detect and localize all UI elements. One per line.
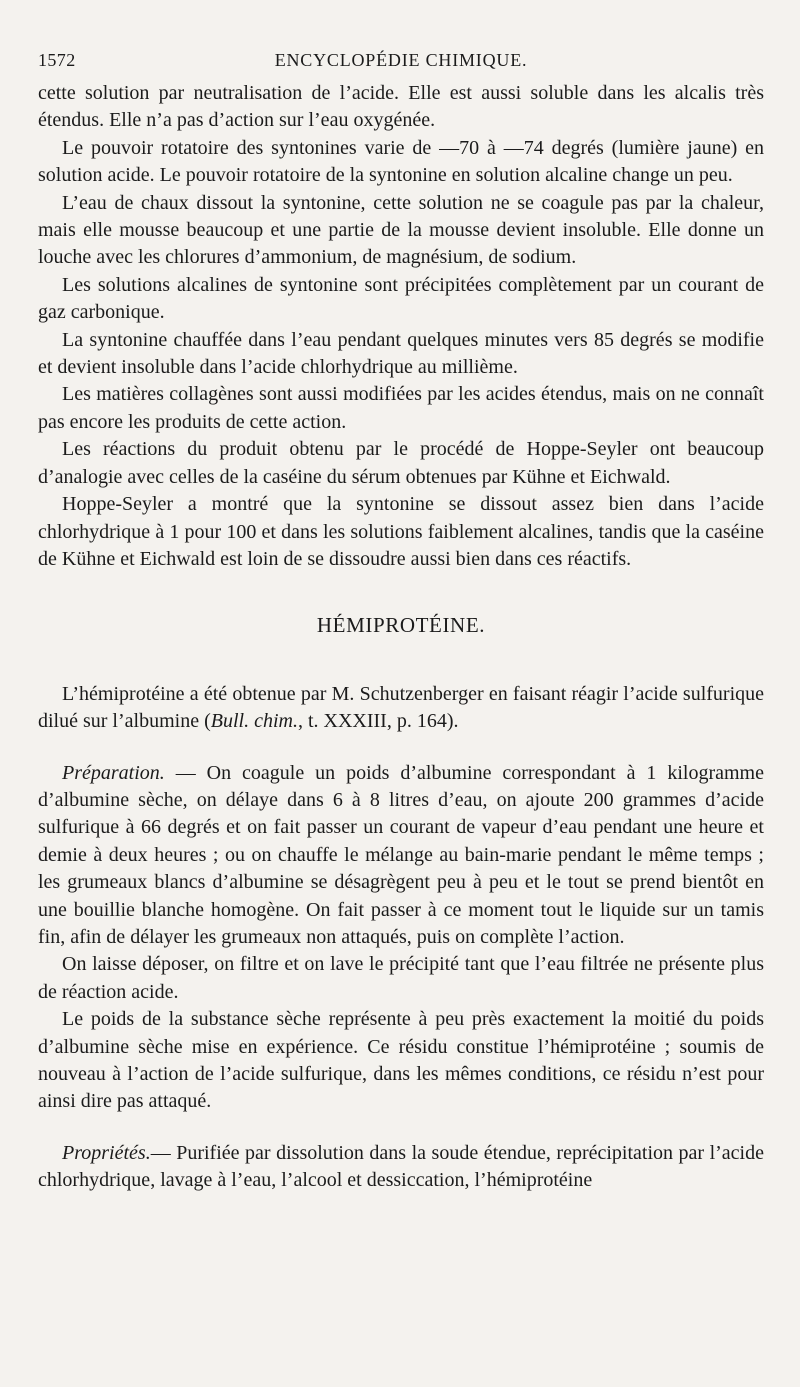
paragraph-continued: cette solution par neutralisation de l’acide. Elle est aussi soluble dans les alcalis très étendus. Elle n’a pas d’action sur l’eau oxygénée. [38, 82, 764, 132]
intro-text-before: L’hémiprotéine a été obtenue par M. Schutzenberger en faisant réagir l’acide sulfurique dilué sur l’albumine ( [38, 682, 764, 733]
section-title: HÉMIPROTÉINE. [316, 613, 486, 638]
preparation-paragraph [38, 760, 764, 952]
paragraph: Hoppe-Seyler a montré que la syntonine se dissout assez bien dans l’acide chlorhydrique à 1 pour 100 et dans les solutions faiblement alcalines, tandis que la caséine de Kühne et Eichwald est loin de se dissoudre aussi bien dans ces réactifs. [38, 493, 764, 570]
paragraph: Les réactions du produit obtenu par le procédé de Hoppe-Seyler ont beaucoup d’analogie avec celles de la caséine du sérum obtenues par Kühne et Eichwald. [38, 438, 764, 488]
paragraph: Le poids de la substance sèche représente à peu près exactement la moitié du poids d’albumine sèche mise en expérience. Ce résidu constitue l’hémiprotéine ; soumis de nouveau à l’action de l’acide sulfurique, dans les mêmes conditions, ce résidu n’est pour ainsi dire pas attaqué. [38, 1008, 764, 1113]
properties-text: — Purifiée par dissolution dans la soude étendue, reprécipitation par l’acide chlorhydrique, lavage à l’eau, l’alcool et dessiccation, l’hémiprotéine [38, 1141, 764, 1192]
paragraph: La syntonine chauffée dans l’eau pendant quelques minutes vers 85 degrés se modifie et devient insoluble dans l’acide chlorhydrique au millième. [38, 328, 764, 379]
preparation-text: — On coagule un poids d’albumine correspondant à 1 kilogramme d’albumine sèche, on délaye dans 6 à 8 litres d’eau, on ajoute 200 grammes d’acide sulfurique à 66 degrés et on fait passer un courant de vapeur d’eau pendant une heure et demie à deux heures ; ou on chauffe le mélange au bain-marie pendant le même temps ; les grumeaux blancs d’albumine se désagrègent peu à peu et le tout se prend bientôt en une bouillie blanche homogène. On fait passer à ce moment tout le liquide sur un tamis fin, afin de délayer les grumeaux non attaqués, puis on complète l’action. [38, 761, 764, 948]
intro-paragraph [38, 681, 764, 736]
paragraph: L’eau de chaux dissout la syntonine, cette solution ne se coagule pas par la chaleur, mais elle mousse beaucoup et une partie de la mousse devient insoluble. Elle donne un louche avec les chlorures d’ammonium, de magnésium, de sodium. [38, 191, 764, 269]
page-number: 1572 [38, 50, 76, 70]
paragraph: Le pouvoir rotatoire des syntonines varie de —70 à —74 degrés (lumière jaune) en solution acide. Le pouvoir rotatoire de la syntonine en solution alcaline change un peu. [38, 136, 764, 187]
intro-text-after: , t. XXXIII, p. 164). [297, 710, 459, 733]
paragraph: On laisse déposer, on filtre et on lave le précipité tant que l’eau filtrée ne présente plus de réaction acide. [38, 953, 764, 1003]
paragraph: Les solutions alcalines de syntonine sont précipitées complètement par un courant de gaz carbonique. [38, 273, 764, 324]
preparation-label: Préparation. [62, 761, 165, 784]
running-title: ENCYCLOPÉDIE CHIMIQUE. [274, 50, 528, 70]
journal-citation: Bull. chim. [210, 710, 298, 733]
body-text [38, 80, 764, 1195]
properties-label: Propriétés. [62, 1141, 151, 1164]
properties-paragraph [38, 1140, 764, 1195]
paragraph: Les matières collagènes sont aussi modifiées par les acides étendus, mais on ne connaît pas encore les produits de cette action. [38, 383, 764, 433]
running-head [38, 50, 764, 80]
